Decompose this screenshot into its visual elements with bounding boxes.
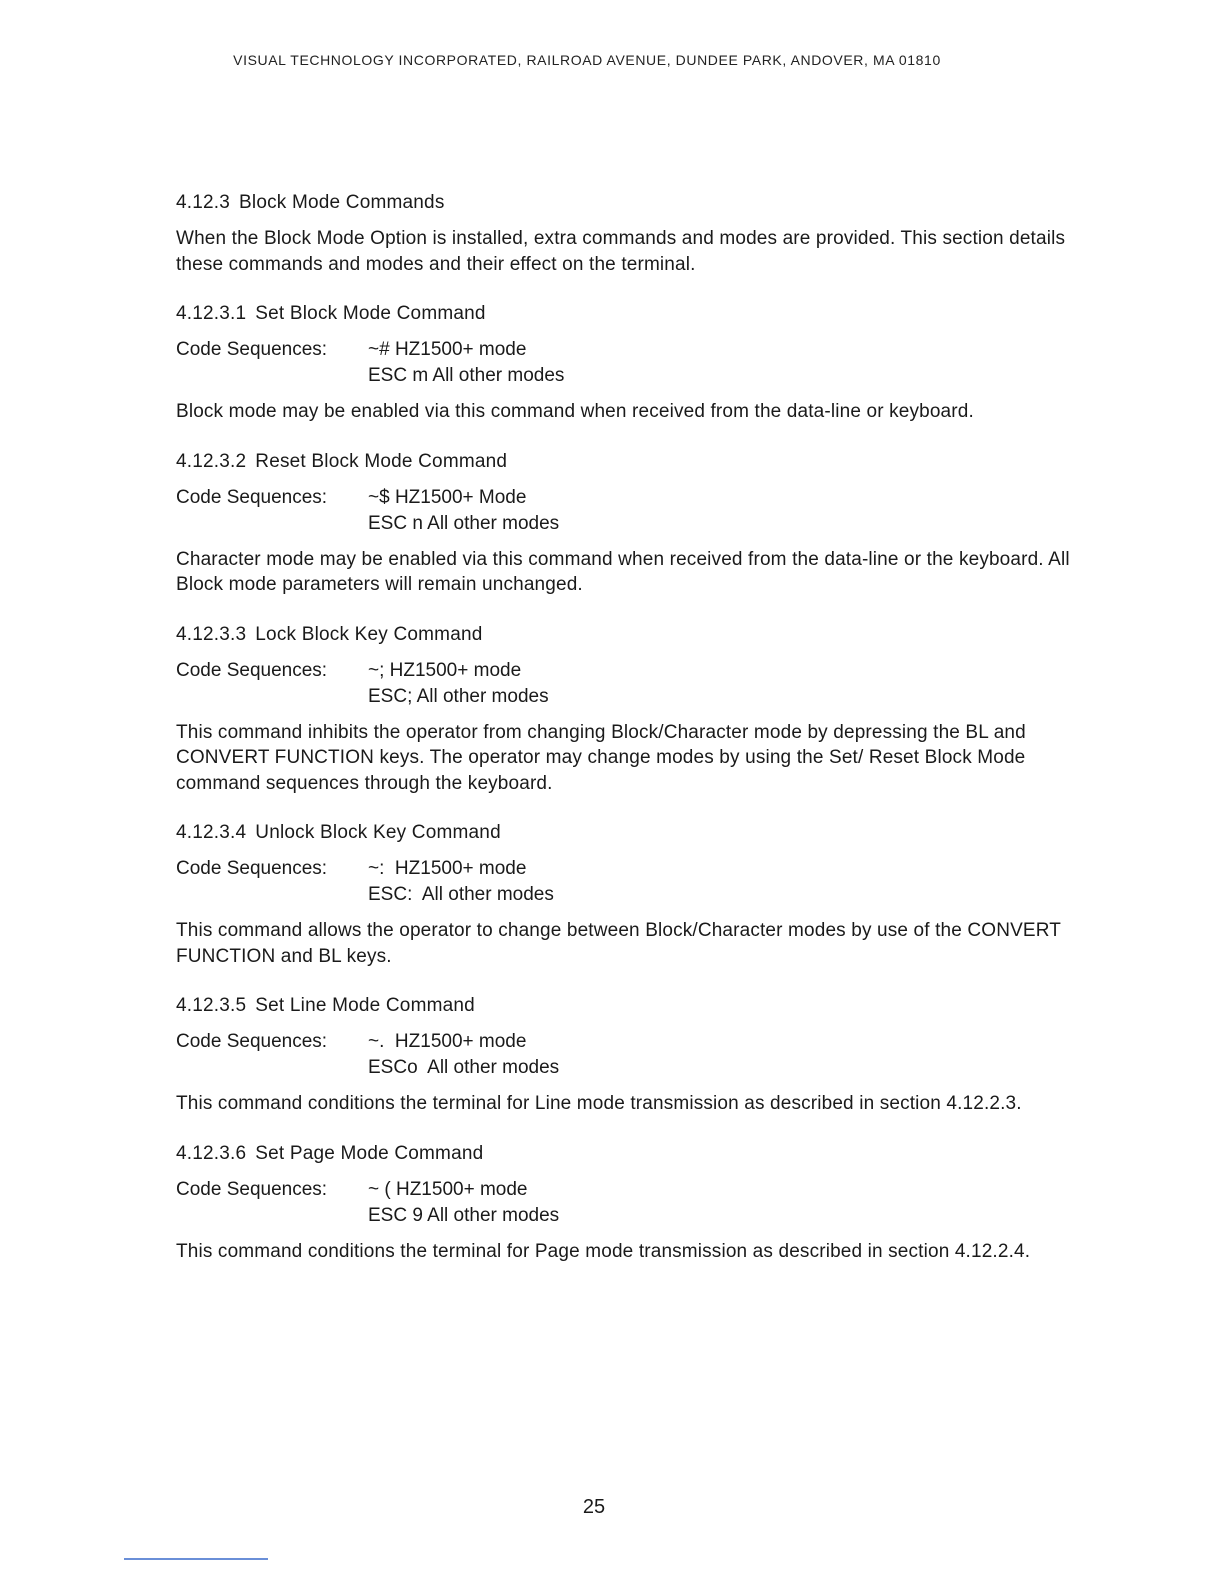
code-label: Code Sequences: bbox=[176, 659, 328, 681]
section-block-set-page-mode bbox=[176, 1141, 1096, 1265]
section-paragraph: Block mode may be enabled via this command when received from the data-line or keyboard. bbox=[176, 401, 974, 422]
section-number: 4.12.3.4 bbox=[176, 822, 247, 843]
code-sequences bbox=[176, 485, 1096, 537]
section-block-intro bbox=[176, 190, 1096, 277]
scan-artifact-line bbox=[124, 1558, 268, 1560]
section-heading bbox=[176, 622, 1096, 648]
code-line: ESC n All other modes bbox=[368, 512, 560, 534]
section-paragraph: This command allows the operator to change between Block/Character modes by use of the CONVERT FUNCTION and BL keys. bbox=[176, 920, 1061, 967]
code-lines bbox=[368, 1177, 559, 1229]
code-lines bbox=[368, 337, 564, 389]
code-label: Code Sequences: bbox=[176, 486, 328, 508]
code-sequences bbox=[176, 337, 1096, 389]
code-line: ~# HZ1500+ mode bbox=[368, 339, 527, 360]
code-line: ~. HZ1500+ mode bbox=[368, 1031, 527, 1052]
section-title: Block Mode Commands bbox=[239, 192, 445, 213]
code-line: ESC; All other modes bbox=[368, 685, 549, 707]
code-label: Code Sequences: bbox=[176, 858, 328, 879]
letterhead: VISUAL TECHNOLOGY INCORPORATED, RAILROAD AVENUE, DUNDEE PARK, ANDOVER, MA 01810 bbox=[233, 52, 941, 68]
code-line: ESC m All other modes bbox=[368, 365, 565, 386]
code-line: ~ ( HZ1500+ mode bbox=[368, 1178, 528, 1200]
section-paragraph: This command conditions the terminal for Page mode transmission as described in section 4.12.2.4. bbox=[176, 1240, 1031, 1262]
section-heading bbox=[176, 190, 1096, 216]
section-heading bbox=[176, 449, 1096, 475]
document-body bbox=[176, 190, 1096, 1288]
section-heading bbox=[176, 820, 1096, 846]
code-sequences bbox=[176, 658, 1096, 710]
code-label: Code Sequences: bbox=[176, 339, 328, 360]
code-line: ~: HZ1500+ mode bbox=[368, 858, 527, 879]
section-number: 4.12.3.5 bbox=[176, 995, 247, 1016]
section-paragraph: Character mode may be enabled via this command when received from the data-line or the keyboard. All Block mode parameters will remain unchanged. bbox=[176, 548, 1070, 595]
section-block-set-block-mode bbox=[176, 301, 1096, 425]
section-paragraph: When the Block Mode Option is installed, extra commands and modes are provided. This section details these commands and modes and their effect on the terminal. bbox=[176, 228, 1066, 275]
code-sequences bbox=[176, 856, 1096, 908]
section-number: 4.12.3.1 bbox=[176, 303, 247, 324]
section-paragraph: This command inhibits the operator from changing Block/Character mode by depressing the BL and CONVERT FUNCTION keys. The operator may change modes by using the Set/ Reset Block Mode command sequences through the keyboard. bbox=[176, 721, 1026, 794]
section-heading bbox=[176, 301, 1096, 327]
code-lines bbox=[368, 1029, 559, 1081]
section-number: 4.12.3.2 bbox=[176, 450, 247, 472]
code-lines bbox=[368, 856, 554, 908]
section-block-set-line-mode bbox=[176, 993, 1096, 1117]
section-title: Lock Block Key Command bbox=[255, 623, 483, 645]
section-paragraph: This command conditions the terminal for Line mode transmission as described in section 4.12.2.3. bbox=[176, 1093, 1022, 1114]
code-sequences bbox=[176, 1177, 1096, 1229]
code-label: Code Sequences: bbox=[176, 1031, 328, 1052]
section-title: Set Page Mode Command bbox=[255, 1142, 484, 1164]
section-heading bbox=[176, 993, 1096, 1019]
section-block-lock-block-key bbox=[176, 622, 1096, 797]
code-line: ~; HZ1500+ mode bbox=[368, 659, 522, 681]
section-number: 4.12.3 bbox=[176, 192, 231, 213]
section-title: Reset Block Mode Command bbox=[255, 450, 508, 472]
section-block-unlock-block-key bbox=[176, 820, 1096, 969]
section-number: 4.12.3.6 bbox=[176, 1142, 247, 1164]
code-line: ESCo All other modes bbox=[368, 1057, 560, 1078]
section-number: 4.12.3.3 bbox=[176, 623, 247, 645]
section-title: Set Block Mode Command bbox=[255, 303, 486, 324]
code-label: Code Sequences: bbox=[176, 1178, 328, 1200]
section-heading bbox=[176, 1141, 1096, 1167]
code-sequences bbox=[176, 1029, 1096, 1081]
code-line: ~$ HZ1500+ Mode bbox=[368, 486, 527, 508]
code-line: ESC 9 All other modes bbox=[368, 1204, 560, 1226]
code-line: ESC: All other modes bbox=[368, 884, 554, 905]
section-block-reset-block-mode bbox=[176, 449, 1096, 598]
page-number: 25 bbox=[582, 1496, 606, 1518]
code-lines bbox=[368, 658, 549, 710]
code-lines bbox=[368, 485, 559, 537]
section-title: Unlock Block Key Command bbox=[255, 822, 501, 843]
section-title: Set Line Mode Command bbox=[255, 995, 475, 1016]
